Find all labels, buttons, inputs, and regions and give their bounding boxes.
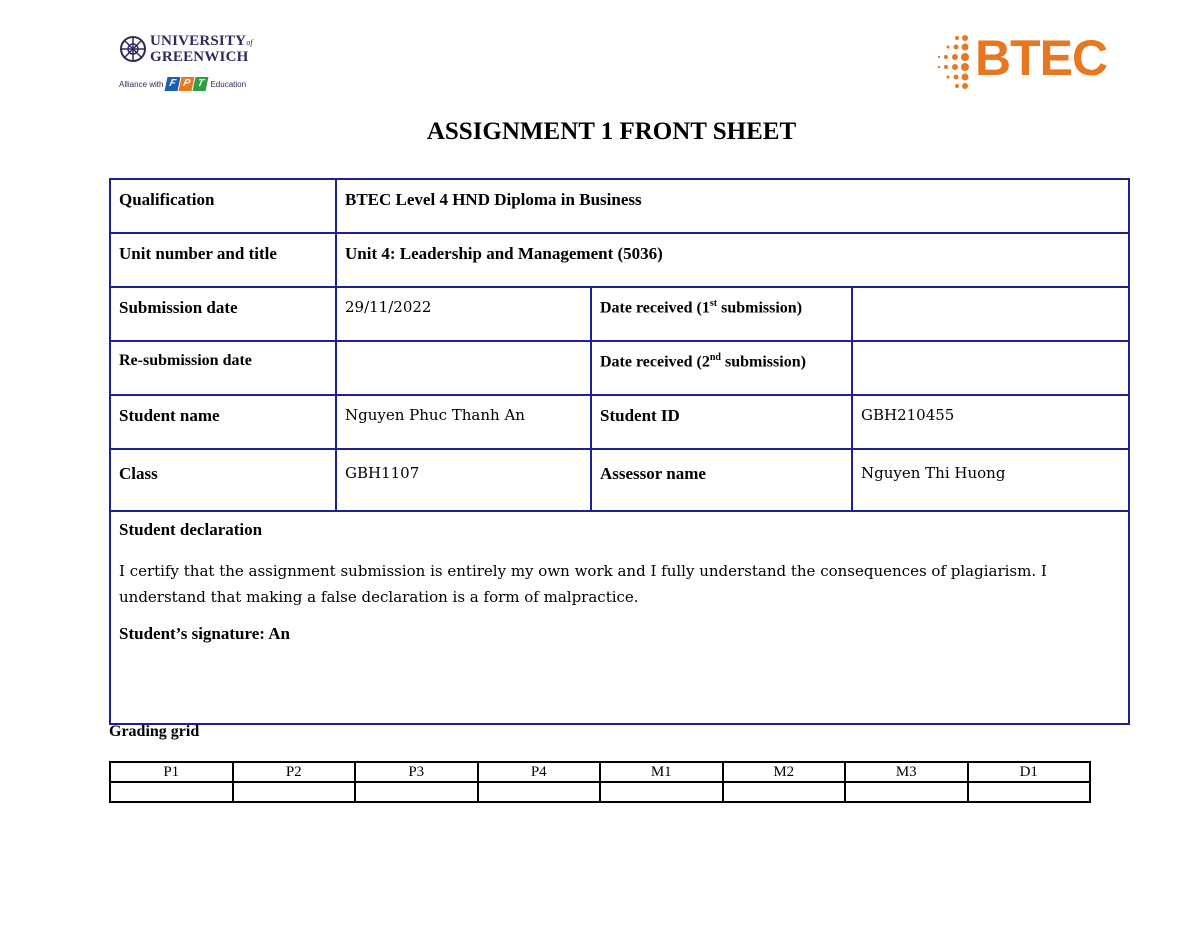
date-received-1-label: Date received (1st submission) xyxy=(591,287,852,341)
grade-header-p1: P1 xyxy=(110,762,233,782)
declaration-heading: Student declaration xyxy=(119,520,263,539)
btec-dots-icon xyxy=(935,34,975,90)
grade-value-p1 xyxy=(110,782,233,802)
grading-grid-value-row xyxy=(110,782,1090,802)
university-name: UNIVERSITYof GREENWICH xyxy=(150,33,253,65)
grade-value-m1 xyxy=(600,782,723,802)
student-name-label: Student name xyxy=(110,395,336,449)
date-received-1-value xyxy=(852,287,1129,341)
declaration-row xyxy=(110,511,1129,724)
page-title: ASSIGNMENT 1 FRONT SHEET xyxy=(426,118,797,145)
resubmission-date-label: Re-submission date xyxy=(110,341,336,395)
grading-grid-table xyxy=(109,761,1091,803)
unit-label: Unit number and title xyxy=(110,233,336,287)
university-emblem-icon xyxy=(120,36,146,62)
grading-grid-header-row xyxy=(110,762,1090,782)
class-row xyxy=(110,449,1129,511)
btec-wordmark: BTEC xyxy=(975,30,1108,86)
grade-value-m3 xyxy=(845,782,968,802)
resubmission-date-row xyxy=(110,341,1129,395)
grade-value-d1 xyxy=(968,782,1091,802)
grade-header-p3: P3 xyxy=(355,762,478,782)
submission-date-value: 29/11/2022 xyxy=(336,287,591,341)
grade-value-p3 xyxy=(355,782,478,802)
submission-date-label: Submission date xyxy=(110,287,336,341)
grade-value-p4 xyxy=(478,782,601,802)
grade-value-m2 xyxy=(723,782,846,802)
qualification-row xyxy=(110,179,1129,233)
declaration-cell xyxy=(110,511,1129,724)
grading-grid-title: Grading grid xyxy=(109,723,200,740)
university-of-greenwich-logo xyxy=(112,30,252,98)
student-name-value: Nguyen Phuc Thanh An xyxy=(336,395,591,449)
grade-header-m3: M3 xyxy=(845,762,968,782)
unit-value: Unit 4: Leadership and Management (5036) xyxy=(336,233,1129,287)
unit-row xyxy=(110,233,1129,287)
grade-header-p4: P4 xyxy=(478,762,601,782)
qualification-label: Qualification xyxy=(110,179,336,233)
grade-value-p2 xyxy=(233,782,356,802)
front-sheet-table xyxy=(109,178,1130,725)
fpt-logo: F P T xyxy=(166,77,207,91)
date-received-2-label: Date received (2nd submission) xyxy=(591,341,852,395)
qualification-value: BTEC Level 4 HND Diploma in Business xyxy=(336,179,1129,233)
grade-header-d1: D1 xyxy=(968,762,1091,782)
student-id-label: Student ID xyxy=(591,395,852,449)
btec-logo xyxy=(935,32,1125,94)
grade-header-m1: M1 xyxy=(600,762,723,782)
assessor-value: Nguyen Thi Huong xyxy=(852,449,1129,511)
class-value: GBH1107 xyxy=(336,449,591,511)
assessor-label: Assessor name xyxy=(591,449,852,511)
class-label: Class xyxy=(110,449,336,511)
student-row xyxy=(110,395,1129,449)
grade-header-m2: M2 xyxy=(723,762,846,782)
resubmission-date-value xyxy=(336,341,591,395)
alliance-line: Alliance with F P T Education xyxy=(119,78,247,89)
grade-header-p2: P2 xyxy=(233,762,356,782)
date-received-2-value xyxy=(852,341,1129,395)
declaration-text: I certify that the assignment submission is entirely my own work and I fully understand the consequences of plagiarism. I understand that making a false declaration is a form of malpractice. xyxy=(119,562,1047,606)
student-id-value: GBH210455 xyxy=(852,395,1129,449)
submission-date-row xyxy=(110,287,1129,341)
student-signature: Student’s signature: An xyxy=(119,624,290,643)
